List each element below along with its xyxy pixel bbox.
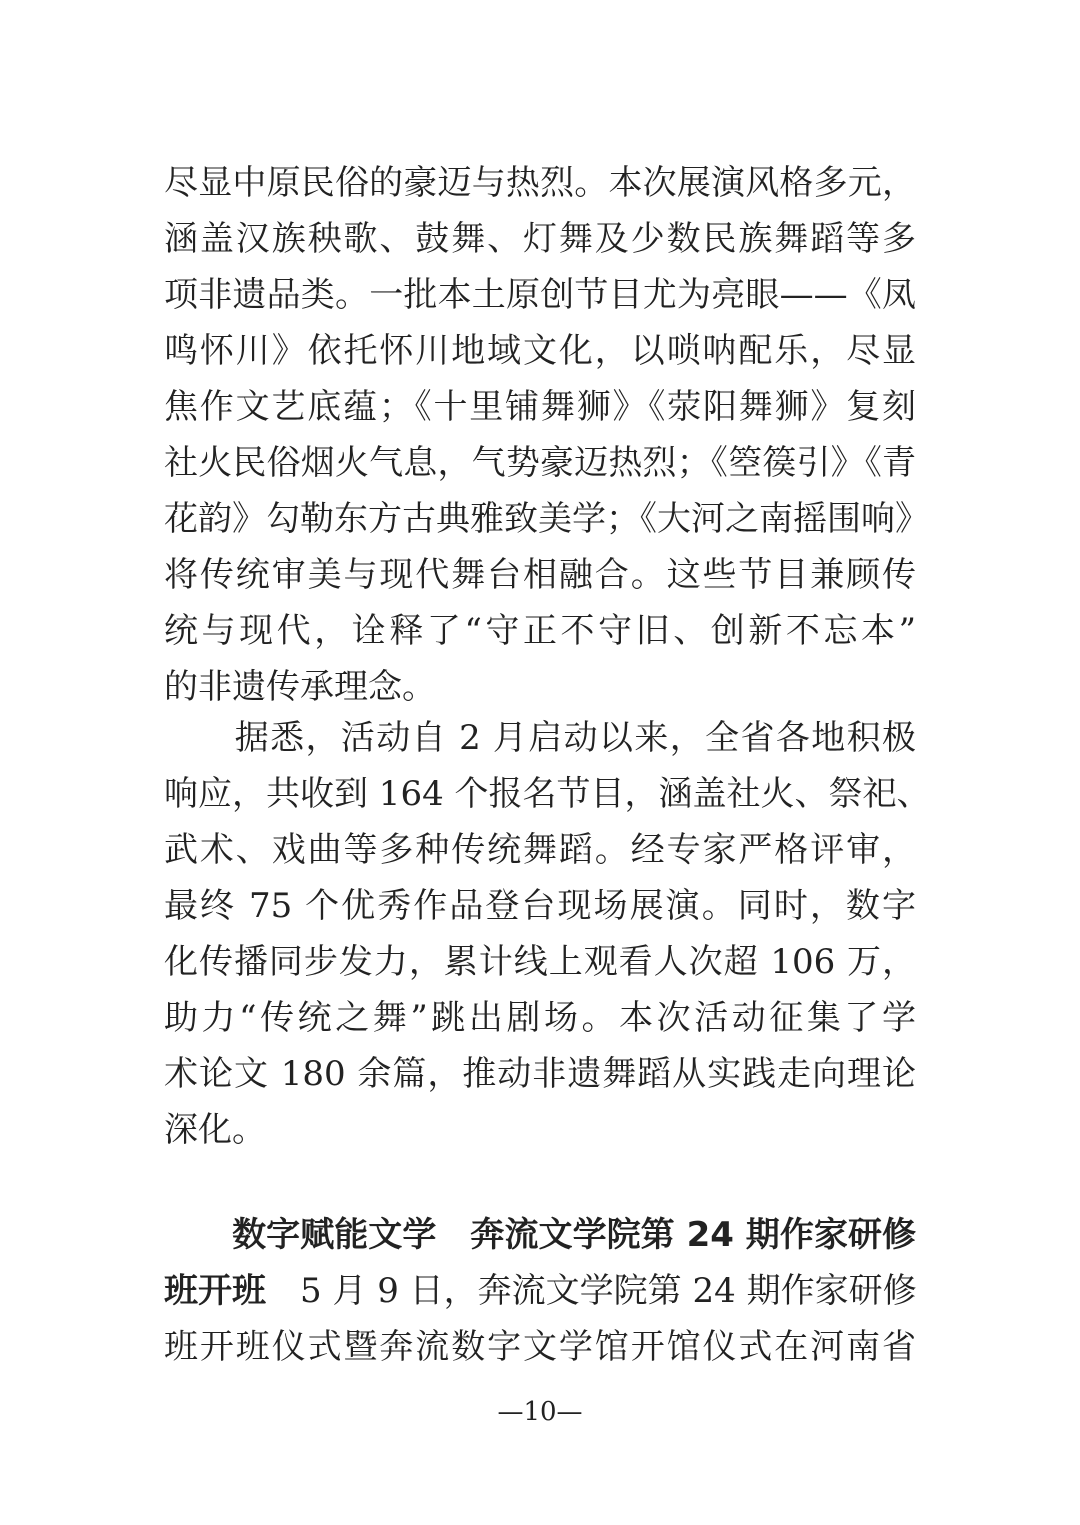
news-heading-line: 数字赋能文学 奔流文学院第 24 期作家研修 <box>164 1215 916 1255</box>
paragraph-line: 响应，共收到 164 个报名节目，涵盖社火、祭祀、 <box>164 774 931 814</box>
paragraph-3 <box>164 1207 916 1375</box>
paragraph-line: 花韵》勾勒东方古典雅致美学；《大河之南摇围响》 <box>164 499 929 539</box>
paragraph-line: 武术、戏曲等多种传统舞蹈。经专家严格评审， <box>164 830 916 870</box>
news-heading-tail: 班开班 <box>164 1271 266 1311</box>
paragraph-line: 助力“传统之舞”跳出剧场。本次活动征集了学 <box>164 998 916 1038</box>
paragraph-line: 尽显中原民俗的豪迈与热烈。本次展演风格多元， <box>164 163 916 203</box>
paragraph-line: 化传播同步发力，累计线上观看人次超 106 万， <box>164 942 916 982</box>
paragraph-line: 据悉，活动自 2 月启动以来，全省各地积极 <box>164 718 916 758</box>
paragraph-line: 最终 75 个优秀作品登台现场展演。同时，数字 <box>164 886 916 926</box>
paragraph-line: 统与现代，诠释了“守正不守旧、创新不忘本” <box>164 611 916 651</box>
paragraph-line: 社火民俗烟火气息，气势豪迈热烈；《箜篌引》《青 <box>164 443 916 483</box>
paragraph-line: 鸣怀川》依托怀川地域文化，以唢呐配乐，尽显 <box>164 331 916 371</box>
paragraph-line-text: 5 月 9 日，奔流文学院第 24 期作家研修 <box>266 1271 917 1311</box>
paragraph-line: 的非遗传承理念。 <box>164 667 436 707</box>
paragraph-2 <box>164 710 931 1158</box>
paragraph-line: 深化。 <box>164 1110 266 1150</box>
paragraph-line: 将传统审美与现代舞台相融合。这些节目兼顾传 <box>164 555 916 595</box>
paragraph-line <box>164 1263 916 1319</box>
paragraph-1 <box>164 155 929 715</box>
paragraph-line: 术论文 180 余篇，推动非遗舞蹈从实践走向理论 <box>164 1054 916 1094</box>
paragraph-line: 项非遗品类。一批本土原创节目尤为亮眼——《凤 <box>164 275 916 315</box>
paragraph-line: 涵盖汉族秧歌、鼓舞、灯舞及少数民族舞蹈等多 <box>164 219 916 259</box>
paragraph-line: 焦作文艺底蕴；《十里铺舞狮》《荥阳舞狮》复刻 <box>164 387 916 427</box>
paragraph-line: 班开班仪式暨奔流数字文学馆开馆仪式在河南省 <box>164 1327 916 1367</box>
page-number: —10— <box>497 1397 583 1427</box>
